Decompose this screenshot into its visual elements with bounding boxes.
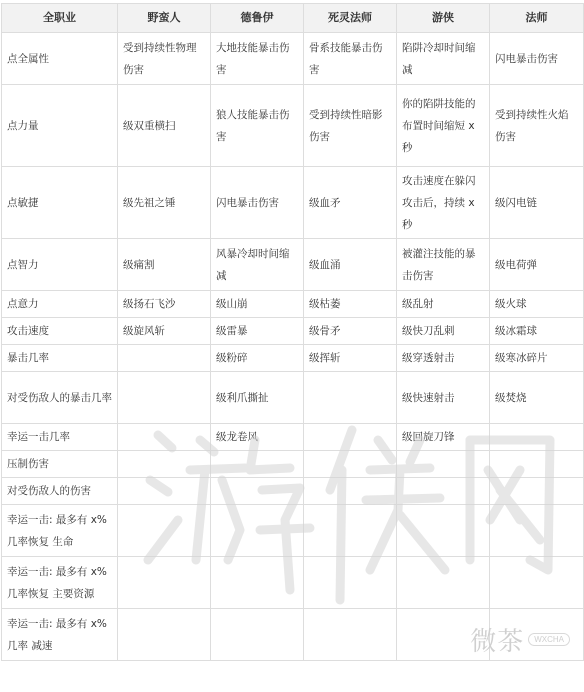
table-cell: 级乱射 — [397, 291, 490, 318]
table-cell: 受到持续性暗影伤害 — [304, 85, 397, 167]
table-cell — [304, 424, 397, 451]
watermark-logo-text: 微茶 — [470, 627, 525, 657]
table-cell — [118, 451, 211, 478]
table-cell — [490, 478, 584, 505]
table-cell: 被灌注技能的暴击伤害 — [397, 239, 490, 291]
table-cell: 级电荷弹 — [490, 239, 584, 291]
column-header: 法师 — [490, 4, 584, 33]
table-cell: 级血涌 — [304, 239, 397, 291]
row-label-cell: 幸运一击: 最多有 x%几率 减速 — [2, 609, 118, 661]
table-cell — [304, 478, 397, 505]
table-cell — [397, 478, 490, 505]
table-cell: 受到持续性物理伤害 — [118, 33, 211, 85]
table-cell — [118, 557, 211, 609]
table-cell: 级快速射击 — [397, 372, 490, 424]
table-row — [2, 557, 584, 609]
table-row — [2, 451, 584, 478]
table-cell: 级穿透射击 — [397, 345, 490, 372]
column-header: 游侠 — [397, 4, 490, 33]
table-cell — [118, 345, 211, 372]
table-cell — [304, 609, 397, 661]
watermark-logo-badge: WXCHA — [528, 633, 570, 646]
row-label-cell: 点敏捷 — [2, 167, 118, 239]
table-cell — [211, 505, 304, 557]
table-cell: 级痛割 — [118, 239, 211, 291]
table-row — [2, 239, 584, 291]
column-header: 死灵法师 — [304, 4, 397, 33]
table-cell — [118, 609, 211, 661]
table-row — [2, 167, 584, 239]
table-cell: 受到持续性火焰伤害 — [490, 85, 584, 167]
table-cell — [118, 505, 211, 557]
table-cell: 大地技能暴击伤害 — [211, 33, 304, 85]
table-cell: 级骨矛 — [304, 318, 397, 345]
row-label-cell: 点全属性 — [2, 33, 118, 85]
table-cell — [304, 557, 397, 609]
table-cell — [397, 609, 490, 661]
table-cell — [211, 451, 304, 478]
row-label-cell: 点智力 — [2, 239, 118, 291]
table-cell — [490, 505, 584, 557]
table-row — [2, 345, 584, 372]
table-row — [2, 478, 584, 505]
table-cell — [490, 451, 584, 478]
table-cell — [304, 372, 397, 424]
table-cell: 级血矛 — [304, 167, 397, 239]
row-label-cell: 暴击几率 — [2, 345, 118, 372]
row-label-cell: 幸运一击: 最多有 x%几率恢复 生命 — [2, 505, 118, 557]
table-cell — [211, 557, 304, 609]
table-cell: 级雷暴 — [211, 318, 304, 345]
table-cell: 闪电暴击伤害 — [490, 33, 584, 85]
table-cell: 级旋风斩 — [118, 318, 211, 345]
row-label-cell: 压制伤害 — [2, 451, 118, 478]
table-row — [2, 505, 584, 557]
table-cell — [490, 609, 584, 661]
table-cell — [118, 478, 211, 505]
table-cell — [397, 505, 490, 557]
table-body — [2, 33, 584, 661]
table-cell — [118, 372, 211, 424]
column-header: 德鲁伊 — [211, 4, 304, 33]
row-label-cell: 攻击速度 — [2, 318, 118, 345]
row-label-cell: 幸运一击: 最多有 x%几率恢复 主要资源 — [2, 557, 118, 609]
table-cell: 级焚烧 — [490, 372, 584, 424]
table-cell: 级快刀乱刺 — [397, 318, 490, 345]
row-label-cell: 幸运一击几率 — [2, 424, 118, 451]
table-row — [2, 291, 584, 318]
table-row — [2, 318, 584, 345]
table-cell — [211, 609, 304, 661]
table-cell: 闪电暴击伤害 — [211, 167, 304, 239]
table-row — [2, 372, 584, 424]
table-cell: 级冰霜球 — [490, 318, 584, 345]
table-cell: 级山崩 — [211, 291, 304, 318]
table-cell: 级寒冰碎片 — [490, 345, 584, 372]
table-cell — [490, 557, 584, 609]
table-header — [2, 4, 584, 33]
table-cell: 你的陷阱技能的布置时间缩短 x 秒 — [397, 85, 490, 167]
row-label-cell: 对受伤敌人的暴击几率 — [2, 372, 118, 424]
table-cell — [118, 424, 211, 451]
row-label-cell: 点意力 — [2, 291, 118, 318]
table-cell: 骨系技能暴击伤害 — [304, 33, 397, 85]
table-row — [2, 424, 584, 451]
skill-affix-table — [1, 3, 584, 661]
table-cell: 级回旋刀锋 — [397, 424, 490, 451]
table-cell — [304, 505, 397, 557]
table-cell — [211, 478, 304, 505]
table-row — [2, 609, 584, 661]
table-cell — [397, 557, 490, 609]
table-cell: 陷阱冷却时间缩减 — [397, 33, 490, 85]
table-cell: 级闪电链 — [490, 167, 584, 239]
table-cell: 级龙卷风 — [211, 424, 304, 451]
table-cell: 级火球 — [490, 291, 584, 318]
table-cell — [397, 451, 490, 478]
table-cell: 风暴冷却时间缩减 — [211, 239, 304, 291]
row-label-cell: 对受伤敌人的伤害 — [2, 478, 118, 505]
table-row — [2, 33, 584, 85]
table-cell: 级挥斩 — [304, 345, 397, 372]
table-cell: 级粉碎 — [211, 345, 304, 372]
column-header: 全职业 — [2, 4, 118, 33]
table-cell: 级双重横扫 — [118, 85, 211, 167]
table-cell: 级先祖之锤 — [118, 167, 211, 239]
table-cell — [304, 451, 397, 478]
table-cell: 攻击速度在躲闪攻击后，持续 x 秒 — [397, 167, 490, 239]
column-header: 野蛮人 — [118, 4, 211, 33]
table-cell: 级扬石飞沙 — [118, 291, 211, 318]
table-cell: 狼人技能暴击伤害 — [211, 85, 304, 167]
table-cell: 级利爪撕扯 — [211, 372, 304, 424]
table-cell: 级枯萎 — [304, 291, 397, 318]
table-cell — [490, 424, 584, 451]
row-label-cell: 点力量 — [2, 85, 118, 167]
header-row — [2, 4, 584, 33]
table-row — [2, 85, 584, 167]
